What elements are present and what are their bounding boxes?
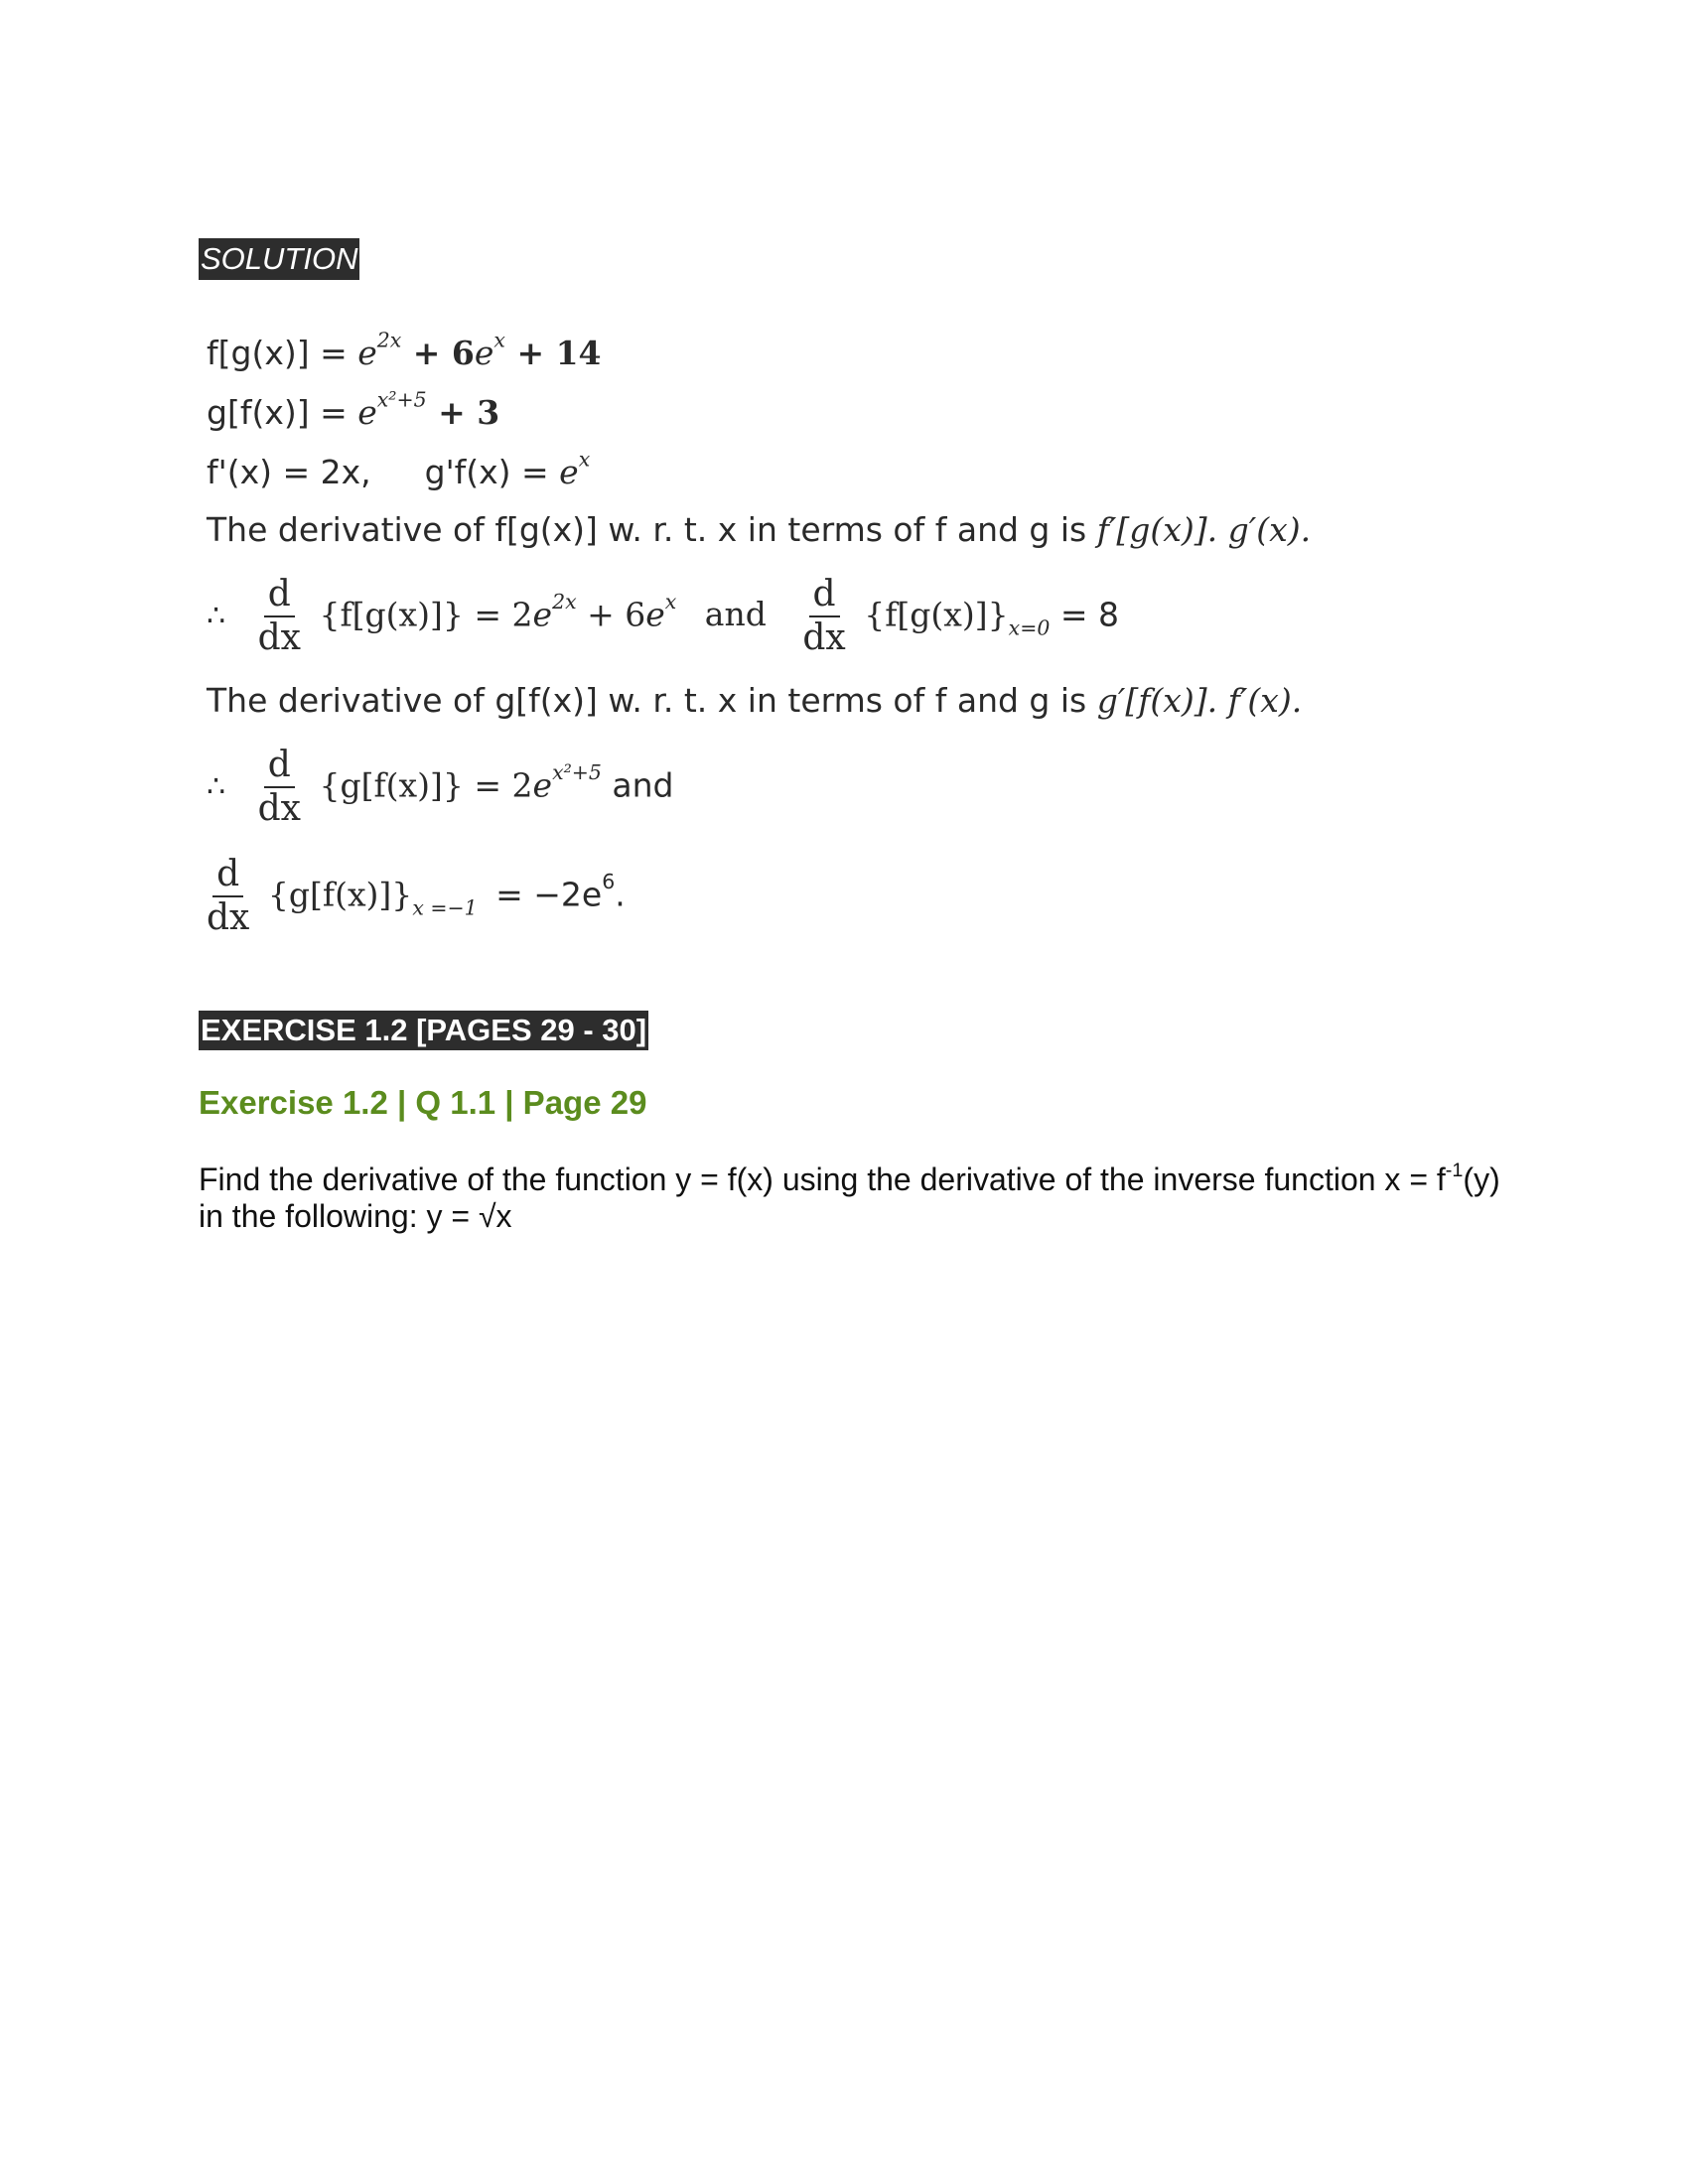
question-heading: Exercise 1.2 | Q 1.1 | Page 29: [199, 1084, 647, 1121]
therefore-icon: ∴: [207, 599, 226, 634]
equation-dgfx-value: $\frac{d}{dx}$ $\{g[f(x)]\}_{x =-1} = -2e^6$.: [199, 856, 626, 937]
fraction-d-dx: $\frac{d}{dx}$: [802, 574, 846, 658]
equation-derivatives: f'(x) = 2x, $g'f(x) = e^x$: [207, 447, 591, 491]
fraction-d-dx: $\frac{d}{dx}$: [257, 574, 301, 658]
exercise-label: EXERCISE 1.2 [PAGES 29 - 30]: [199, 1011, 648, 1050]
solution-label: SOLUTION: [199, 238, 359, 280]
equation-dfgx: ∴ $\frac{d}{dx}$ $\{f[g(x)]\} = 2e^{2x} + 6e^x$ and $\frac{d}{dx}$ $\{f[g(x)]\}_{x=0} = 8$: [207, 574, 1119, 658]
equation-fgx: $f[g(x)] = e^{2x} + 6e^x + 14$: [207, 328, 602, 372]
equation-dgfx: ∴ $\frac{d}{dx}$ $\{g[f(x)]\} = 2e^{x^2+5}$ and: [207, 745, 674, 829]
therefore-icon: ∴: [207, 769, 226, 805]
fraction-d-dx: $\frac{d}{dx}$: [257, 745, 301, 829]
equation-gfx: $g[f(x)] = e^{x^2+5} + 3$: [207, 387, 500, 432]
text-derivative-gfx: The derivative of g[f(x)] w. r. t. x in terms of f and g is g′[f(x)]. f′(x).: [207, 681, 1303, 720]
question-text: Find the derivative of the function y = f(x) using the derivative of the inverse function $x = f^{-1}(y)$ in the following: y = √x: [199, 1160, 1500, 1234]
fraction-d-dx: $\frac{d}{dx}$: [207, 854, 250, 938]
text-derivative-fgx: The derivative of f[g(x)] w. r. t. x in terms of f and g is f′[g(x)]. g′(x).: [207, 510, 1312, 549]
